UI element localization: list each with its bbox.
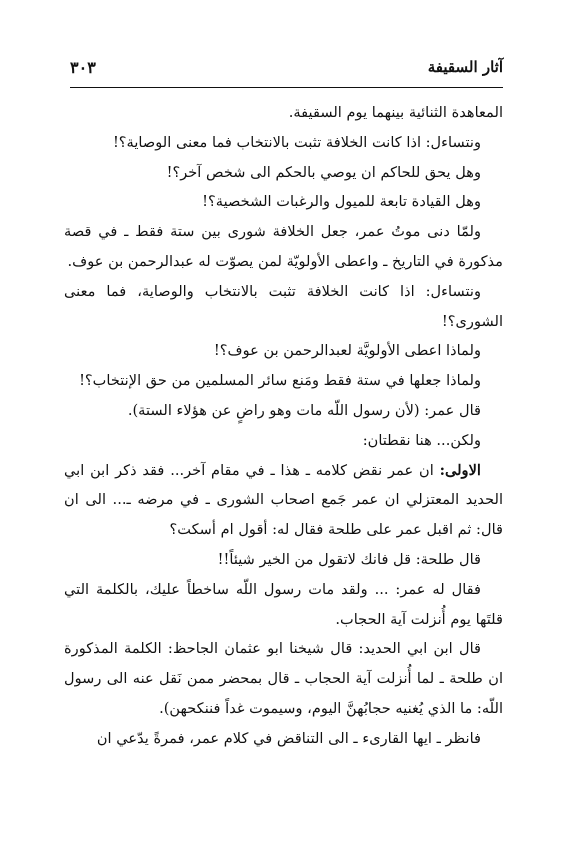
- paragraph: قال ابن ابي الحديد: قال شيخنا ابو عثمان الجاحظ: الكلمة المذكورة ان طلحة ـ لما أُنزلت آية الحجاب ـ قال بمحضر ممن نَقل عنه الى رسول اللّه: ما الذي يُغنيه حجابُهنَّ اليوم، وسيموت غداً فننكحهن).: [64, 640, 503, 717]
- paragraph: قال طلحة: قل فانك لاتقول من الخير شيئاً!!: [217, 550, 481, 568]
- point-label: الاولى:: [439, 461, 481, 479]
- paragraph: ولمّا دنى موتُ عمر، جعل الخلافة شورى بين ستة فقط ـ في قصة مذكورة في التاريخ ـ واعطى الأولويّة لمن يصوّت له عبدالرحمن بن عوف.: [64, 223, 503, 270]
- paragraph: قال عمر: (لأن رسول اللّه مات وهو راضٍ عن هؤلاء الستة).: [127, 401, 481, 419]
- body-text: [64, 98, 503, 754]
- paragraph: ولكن... هنا نقطتان:: [362, 431, 481, 449]
- point-text: ان عمر نقض كلامه ـ هذا ـ في مقام آخر... فقد ذكر ابن ابي الحديد المعتزلي ان عمر جَمع اصحاب الشورى ـ في مرضه ـ... الى ان قال: ثم اقبل عمر على طلحة فقال له: أقول ام أسكت؟: [64, 461, 503, 539]
- page-number: ٣٠٣: [70, 58, 96, 77]
- running-title: آثار السقيفة: [427, 58, 503, 76]
- paragraph: ونتساءل: اذا كانت الخلافة تثبت بالانتخاب والوصاية، فما معنى الشورى؟!: [64, 282, 503, 330]
- paragraph: ولماذا جعلها في ستة فقط ومَنع سائر المسلمين من حق الإنتخاب؟!: [79, 372, 481, 390]
- page-header: [70, 58, 503, 86]
- paragraph: فانظر ـ ايها القارىء ـ الى التناقض في كلام عمر، فمرةً يدّعي ان: [96, 729, 481, 747]
- header-rule: [70, 87, 503, 88]
- paragraph: المعاهدة الثنائية بينهما يوم السقيفة.: [288, 104, 503, 121]
- paragraph: وهل يحق للحاكم ان يوصي بالحكم الى شخص آخر؟!: [166, 163, 481, 181]
- paragraph-first-point: [64, 456, 503, 545]
- paragraph: وهل القيادة تابعة للميول والرغبات الشخصية؟!: [202, 193, 481, 211]
- paragraph: فقال له عمر: ... ولقد مات رسول اللّه ساخطاً عليك، بالكلمة التي قلتَها يوم أُنزلت آية الحجاب.: [64, 580, 503, 628]
- paragraph: ونتساءل: اذا كانت الخلافة تثبت بالانتخاب فما معنى الوصاية؟!: [112, 133, 481, 151]
- paragraph: ولماذا اعطى الأولويَّة لعبدالرحمن بن عوف؟!: [213, 342, 481, 360]
